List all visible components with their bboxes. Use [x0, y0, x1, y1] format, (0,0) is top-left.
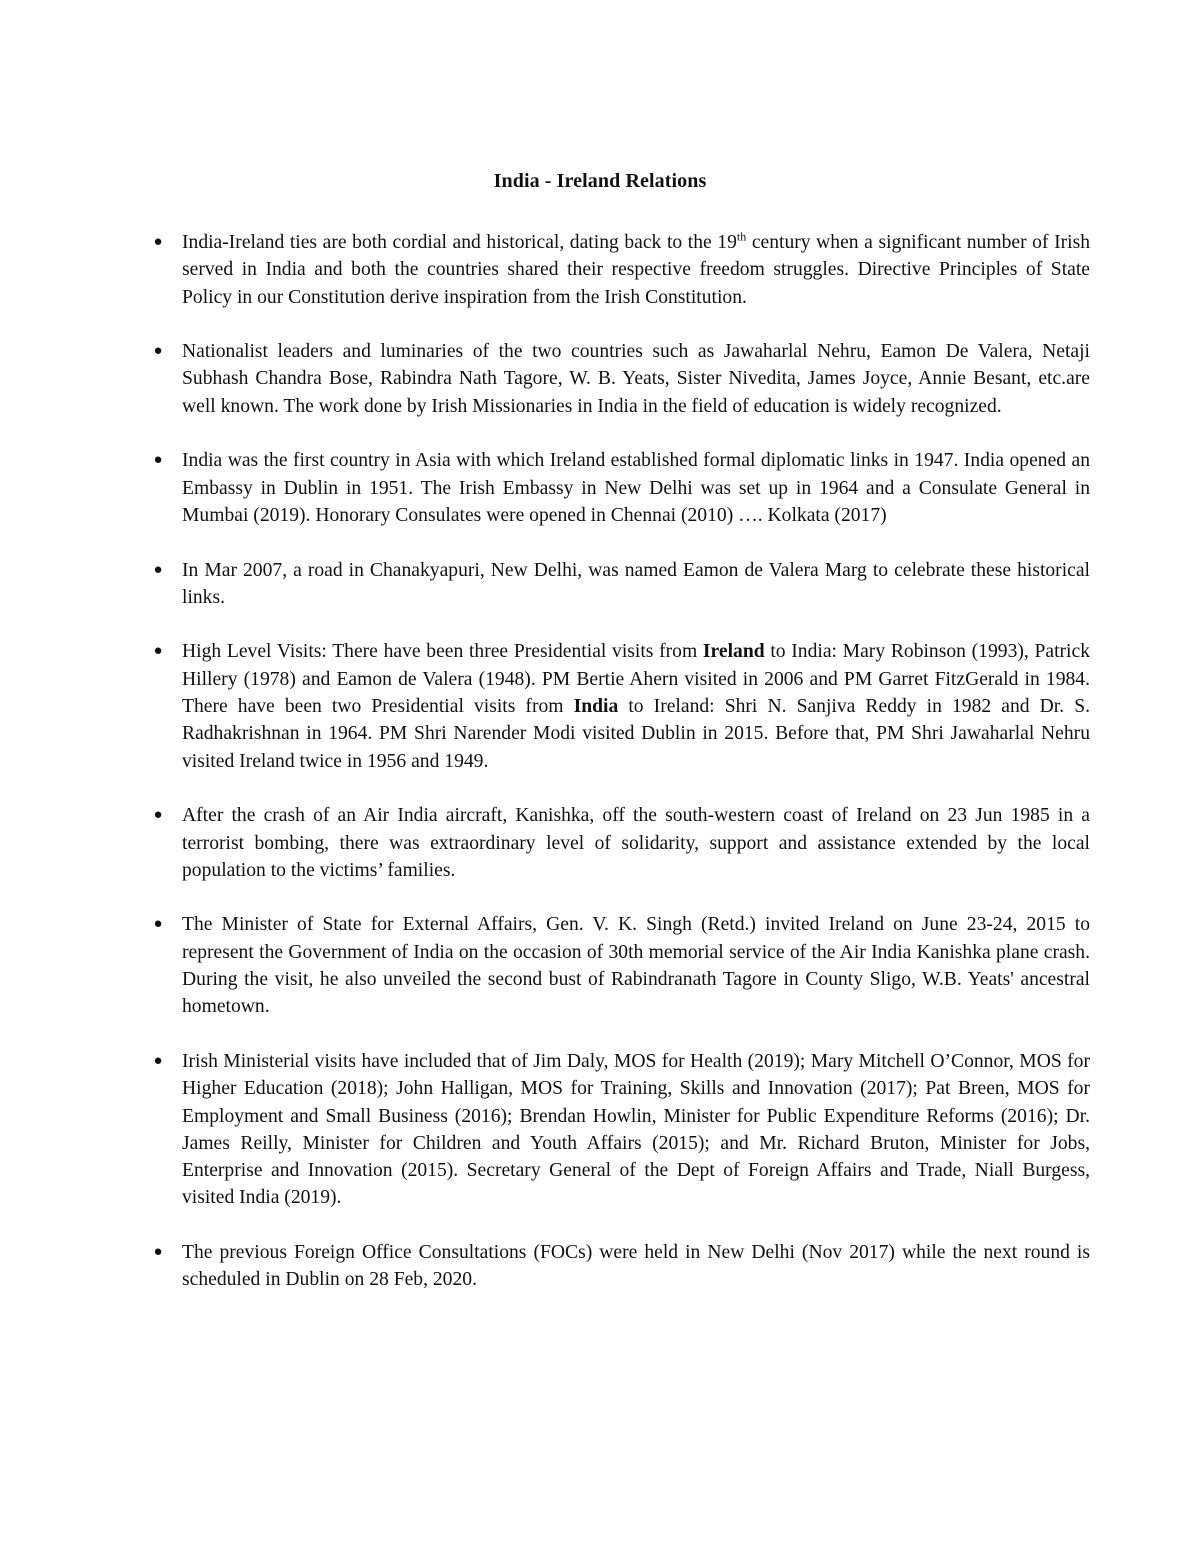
bullet-icon: ●	[153, 343, 163, 360]
list-item	[153, 447, 1090, 529]
list-item	[153, 338, 1090, 420]
paragraph-text: to India: Mary Robinson (1993), Patrick Hillery (1978) and Eamon de Valera (1948). PM Bertie Ahern visited in 2006 and PM Garret FitzGerald in 1984. There have been two Presidential visits from	[182, 641, 1090, 718]
bullet-icon: ●	[153, 916, 163, 933]
list-item	[153, 1048, 1090, 1212]
bullet-icon: ●	[153, 561, 163, 578]
bullet-icon: ●	[153, 1243, 163, 1260]
list-item	[153, 1239, 1090, 1294]
paragraph-text: The Minister of State for External Affairs, Gen. V. K. Singh (Retd.) invited Ireland on June 23-24, 2015 to represent the Government of India on the occasion of 30th memorial service of the Air India Kanishka plane crash. During the visit, he also unveiled the second bust of Rabindranath Tagore in County Sligo, W.B. Yeats' ancestral hometown.	[182, 914, 1090, 1018]
bullet-icon: ●	[153, 452, 163, 469]
paragraph-text: After the crash of an Air India aircraft, Kanishka, off the south-western coast of Ireland on 23 Jun 1985 in a terrorist bombing, there was extraordinary level of solidarity, support and assistance extended by the local population to the victims’ families.	[182, 805, 1090, 881]
bullet-icon: ●	[153, 234, 163, 250]
paragraph-text: Nationalist leaders and luminaries of the two countries such as Jawaharlal Nehru, Eamon De Valera, Netaji Subhash Chandra Bose, Rabindra Nath Tagore, W. B. Yeats, Sister Nivedita, James Joyce, Annie Besant, etc.are well known. The work done by Irish Missionaries in India in the field of education is widely recognized.	[182, 341, 1090, 417]
bullet-icon: ●	[153, 807, 163, 824]
list-item	[153, 638, 1090, 774]
paragraph-text: India was the first country in Asia with which Ireland established formal diplomatic links in 1947. India opened an Embassy in Dublin in 1951. The Irish Embassy in New Delhi was set up in 1964 and a Consulate General in Mumbai (2019). Honorary Consulates were opened in Chennai (2010) …. Kolkata (2017)	[182, 450, 1090, 526]
bullet-icon: ●	[153, 1052, 163, 1069]
list-item	[153, 802, 1090, 884]
bold-text: Ireland	[702, 641, 765, 663]
paragraph-text: In Mar 2007, a road in Chanakyapuri, New Delhi, was named Eamon de Valera Marg to celebrate these historical links.	[182, 559, 1090, 608]
list-item	[153, 911, 1090, 1020]
paragraph-text: Irish Ministerial visits have included that of Jim Daly, MOS for Health (2019); Mary Mitchell O’Connor, MOS for Higher Education (2018); John Halligan, MOS for Training, Skills and Innovation (2017); Pat Breen, MOS for Employment and Small Business (2016); Brendan Howlin, Minister for Public Expenditure Reforms (2016); Dr. James Reilly, Minister for Children and Youth Affairs (2015); and Mr. Richard Bruton, Minister for Jobs, Enterprise and Innovation (2015). Secretary General of the Dept of Foreign Affairs and Trade, Niall Burgess, visited India (2019).	[182, 1050, 1090, 1209]
list-item	[153, 557, 1090, 612]
bullet-icon: ●	[153, 643, 163, 660]
paragraph-text: to Ireland: Shri N. Sanjiva Reddy in 1982 and Dr. S. Radhakrishnan in 1964. PM Shri Narender Modi visited Dublin in 2015. Before that, PM Shri Jawaharlal Nehru visited Ireland twice in 1956 and 1949.	[182, 696, 1090, 772]
superscript: th	[736, 229, 747, 244]
paragraph-text: The previous Foreign Office Consultations (FOCs) were held in New Delhi (Nov 2017) while the next round is scheduled in Dublin on 28 Feb, 2020.	[182, 1241, 1090, 1291]
bold-text: India	[573, 696, 619, 718]
document-title: India - Ireland Relations	[493, 170, 707, 192]
paragraph-text: India-Ireland ties are both cordial and historical, dating back to the 19	[182, 232, 737, 253]
list-item	[153, 229, 1091, 311]
paragraph-text: century when a significant number of Irish served in India and both the countries shared their respective freedom struggles. Directive Principles of State Policy in our Constitution derive inspiration from the Irish Constitution.	[182, 232, 1091, 308]
paragraph-text: High Level Visits: There have been three Presidential visits from	[182, 641, 703, 663]
bullet-list	[0, 229, 1200, 1294]
